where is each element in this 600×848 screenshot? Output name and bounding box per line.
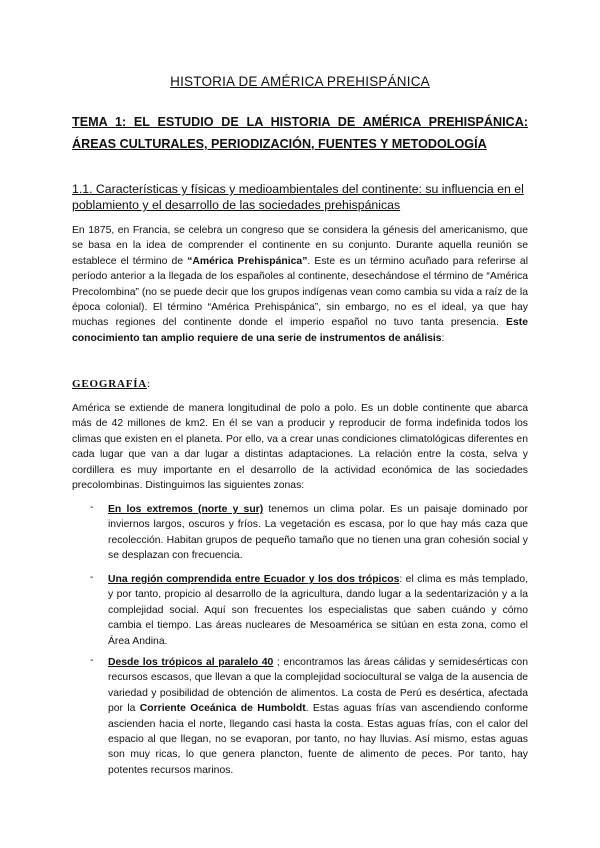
list-item-text: tenemos un clima polar. Es un paisaje dominado por inviernos largos, oscuros y fríos. La vegetación es escasa, por lo que hay más caza que recolección. Habitan grupos de pequeño tamaño que no tienen una gran cohesión social y se desplazan con frecuencia. <box>108 504 528 562</box>
bullet-marker: - <box>90 655 94 666</box>
list-item-bold-term: Corriente Oceánica de Humboldt <box>139 703 306 715</box>
list-item-text: ; encontramos las áreas cálidas y semidesérticas con recursos escasos, que llevan a que la complejidad sociocultural se valga de la ausencia de variedad y posibilidad de obtención de alimentos. La costa de Perú es desértica, afectada por la <box>108 657 528 715</box>
list-item <box>108 572 528 649</box>
intro-paragraph <box>72 223 528 346</box>
geography-heading-colon: : <box>147 378 151 390</box>
intro-conclusion-bold: Este conocimiento tan amplio requiere de una serie de instrumentos de análisis <box>72 317 528 344</box>
document-title: HISTORIA DE AMÉRICA PREHISPÁNICA <box>170 74 430 89</box>
list-item-text: : el clima es más templado, y por tanto, propicio al desarrollo de la agricultura, dando lugar a la sedentarización y a la complejidad social. Aquí son frecuentes los especialistas que saben cuándo y cómo cambia el tiempo. Las áreas nucleares de Mesoamérica se sitúan en esta zona, como el Área Andina. <box>108 574 529 647</box>
list-item-text: . Estas aguas frías van ascendiendo conforme ascienden hacia el norte, llegando casi hasta la costa. Estas aguas frías, con el calor del espacio al que llegan, no se evaporan, por tanto, no hay lluvias. Así mismo, estas aguas son muy ricas, lo que genera plancton, fuente de alimento de peces. Por tanto, hay potentes recursos marinos. <box>108 703 528 776</box>
intro-text-2: . Este es un término acuñado para referirse al período anterior a la llegada de los españoles al continente, desechándose el término de “América Precolombina” (no se puede decir que los grupos indígenas vean como cambia su vida a raíz de la época colonial). El término “América Prehispánica”, sin embargo, no es el ideal, ya que hay muchas regiones del continente donde el imperio español no tuvo tanta presencia. <box>72 255 529 329</box>
geography-heading <box>72 378 150 390</box>
bullet-marker: - <box>90 502 94 513</box>
list-item-lead: Una región comprendida entre Ecuador y los dos trópicos <box>108 574 400 585</box>
topic-heading: TEMA 1: EL ESTUDIO DE LA HISTORIA DE AMÉRICA PREHISPÁNICA: ÁREAS CULTURALES, PERIODIZACIÓN, FUENTES Y METODOLOGÍA <box>72 115 528 151</box>
section-heading: 1.1. Características y físicas y medioambientales del continente: su influencia en el poblamiento y el desarrollo de las sociedades prehispánicas <box>72 182 524 212</box>
list-item-lead: Desde los trópicos al paralelo 40 <box>108 657 274 668</box>
list-item <box>108 502 528 564</box>
intro-text-3: : <box>441 332 445 344</box>
geography-heading-text: GEOGRAFÍA <box>72 378 148 390</box>
list-item <box>108 655 528 778</box>
bullet-marker: - <box>90 572 94 583</box>
intro-text-1: En 1875, en Francia, se celebra un congreso que se considera la génesis del americanismo, que se basa en la idea de comprender el continente en su conjunto. Durante aquella reunión se establece el término de <box>72 225 528 267</box>
geography-paragraph: América se extiende de manera longitudinal de polo a polo. Es un doble continente que abarca más de 42 millones de km2. En él se van a producir y reproducir de forma indefinida todos los climas que existen en el planeta. Por ello, va a crear unas condiciones climatológicas diferentes en cada lugar que van a dar lugar a distintas adaptaciones. La relación entre la costa, selva y cordillera es muy importante en el desarrollo de la actividad económica de las sociedades precolombinas. Distinguimos las siguientes zonas: <box>72 403 528 492</box>
list-item-lead: En los extremos (norte y sur) <box>108 504 264 515</box>
intro-term-bold: “América Prehispánica” <box>187 255 308 267</box>
